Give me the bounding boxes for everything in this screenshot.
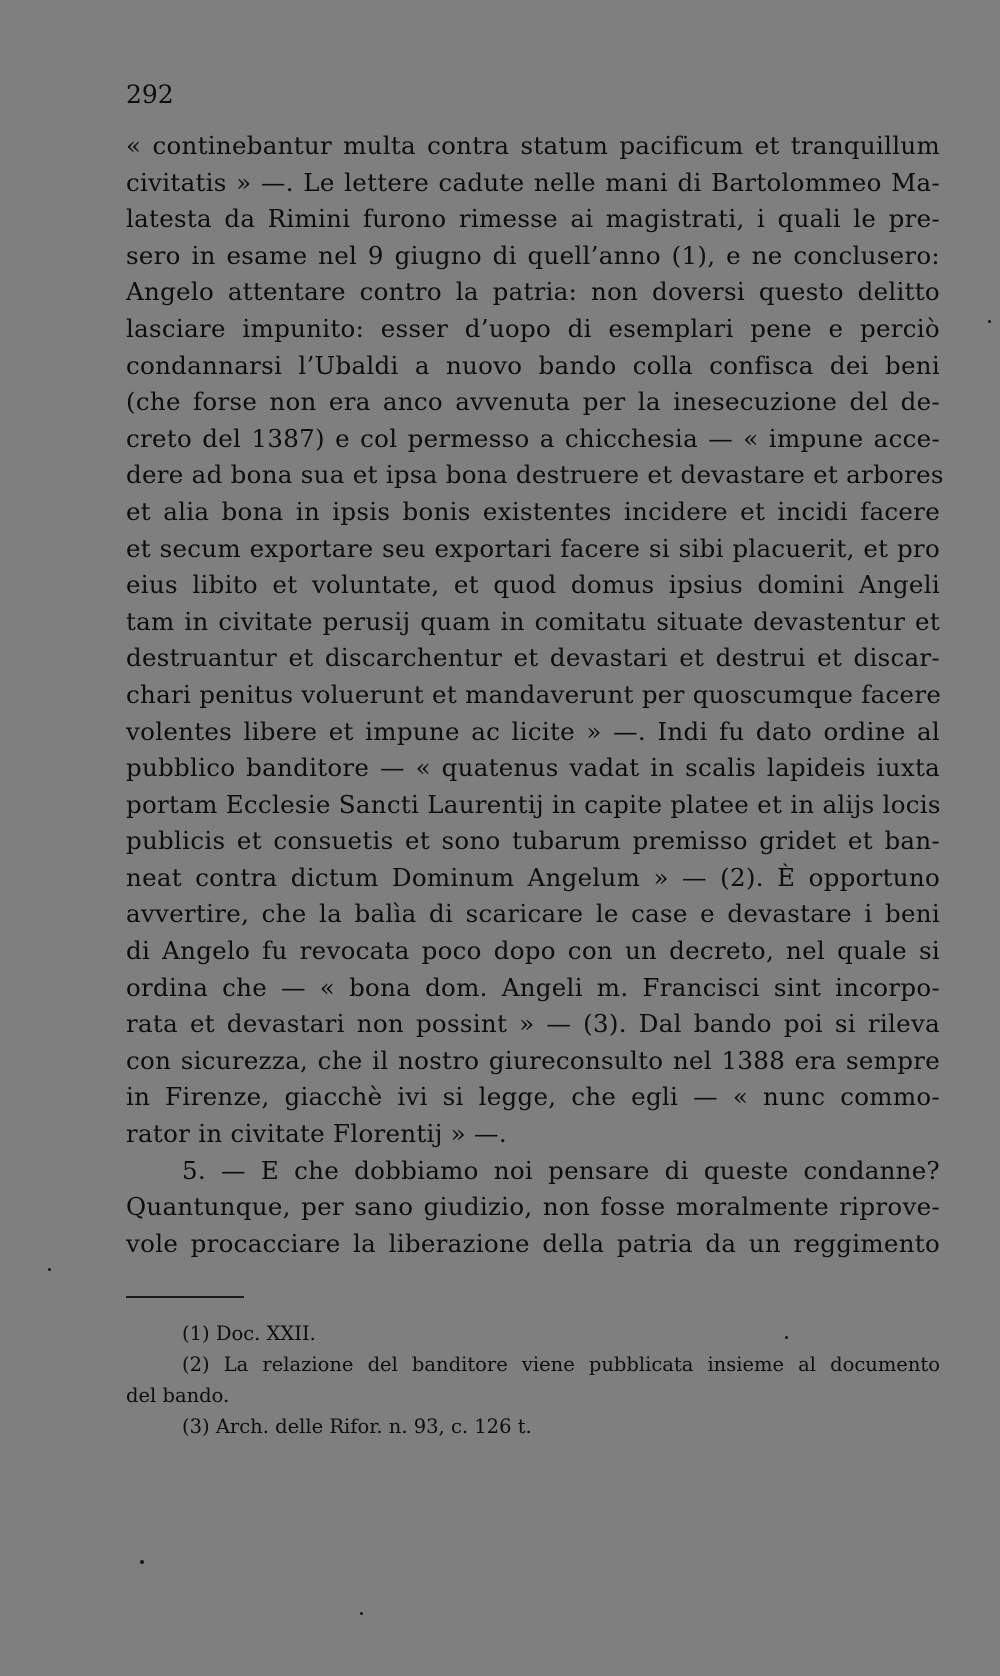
text-line: sero in esame nel 9 giugno di quell’anno (1), e ne conclusero: xyxy=(126,240,940,270)
page-number: 292 xyxy=(126,80,174,109)
footnote-line: (2) La relazione del banditore viene pubblicata insieme al documento xyxy=(182,1353,940,1376)
text-line: Quantunque, per sano giudizio, non fosse moralmente riprove- xyxy=(126,1192,940,1222)
footnotes xyxy=(126,1318,940,1442)
scan-speck xyxy=(140,1560,144,1564)
footnote-divider xyxy=(126,1296,244,1298)
footnote-line: del bando. xyxy=(126,1384,230,1407)
footnote-line: (3) Arch. delle Rifor. n. 93, c. 126 t. xyxy=(182,1415,532,1438)
text-line: creto del 1387) e col permesso a chicchesia — « impune acce- xyxy=(126,423,940,453)
body-text xyxy=(126,128,944,1262)
text-line: avvertire, che la balìa di scaricare le case e devastare i beni xyxy=(126,899,940,929)
text-line: volentes libere et impune ac licite » —. Indi fu dato ordine al xyxy=(126,716,940,746)
text-line: Angelo attentare contro la patria: non doversi questo delitto xyxy=(126,277,940,307)
text-line: rator in civitate Florentij » —. xyxy=(126,1119,507,1149)
text-line: condannarsi l’Ubaldi a nuovo bando colla confisca dei beni xyxy=(126,350,940,380)
text-line: ordina che — « bona dom. Angeli m. Francisci sint incorpo- xyxy=(126,972,940,1002)
text-line: (che forse non era anco avvenuta per la inesecuzione del de- xyxy=(126,387,940,417)
text-line: in Firenze, giacchè ivi si legge, che egli — « nunc commo- xyxy=(126,1082,940,1112)
scan-speck xyxy=(360,1612,363,1615)
scan-speck xyxy=(988,320,991,323)
text-line: pubblico banditore — « quatenus vadat in scalis lapideis iuxta xyxy=(126,753,940,783)
text-line: rata et devastari non possint » — (3). Dal bando poi si rileva xyxy=(126,1009,940,1039)
text-line: et secum exportare seu exportari facere si sibi placuerit, et pro xyxy=(126,533,940,563)
text-line: neat contra dictum Dominum Angelum » — (2). È opportuno xyxy=(126,862,940,892)
text-line: vole procacciare la liberazione della patria da un reggimento xyxy=(126,1228,940,1258)
footnote-line: (1) Doc. XXII. xyxy=(182,1322,316,1345)
text-line: « continebantur multa contra statum pacificum et tranquillum xyxy=(126,131,940,160)
text-line: tam in civitate perusij quam in comitatu situate devastentur et xyxy=(126,606,940,636)
text-line: lasciare impunito: esser d’uopo di esemplari pene e perciò xyxy=(126,313,940,343)
text-line: di Angelo fu revocata poco dopo con un decreto, nel quale si xyxy=(126,936,940,966)
text-line: latesta da Rimini furono rimesse ai magistrati, i quali le pre- xyxy=(126,204,940,234)
text-line: dere ad bona sua et ipsa bona destruere et devastare et arbores xyxy=(126,460,944,490)
text-line: chari penitus voluerunt et mandaverunt per quoscumque facere xyxy=(126,679,942,709)
text-line: eius libito et voluntate, et quod domus ipsius domini Angeli xyxy=(126,570,940,600)
scan-speck xyxy=(785,1336,788,1339)
section-start-line: 5. — E che dobbiamo noi pensare di queste condanne? xyxy=(182,1155,940,1185)
scan-speck xyxy=(48,1268,51,1271)
text-line: et alia bona in ipsis bonis existentes incidere et incidi facere xyxy=(126,496,940,526)
text-line: destruantur et discarchentur et devastari et destrui et discar- xyxy=(126,643,940,673)
text-line: civitatis » —. Le lettere cadute nelle mani di Bartolommeo Ma- xyxy=(126,167,940,197)
text-line: publicis et consuetis et sono tubarum premisso gridet et ban- xyxy=(126,826,940,856)
text-line: con sicurezza, che il nostro giureconsulto nel 1388 era sempre xyxy=(126,1045,940,1075)
text-line: portam Ecclesie Sancti Laurentij in capite platee et in alijs locis xyxy=(126,789,941,819)
